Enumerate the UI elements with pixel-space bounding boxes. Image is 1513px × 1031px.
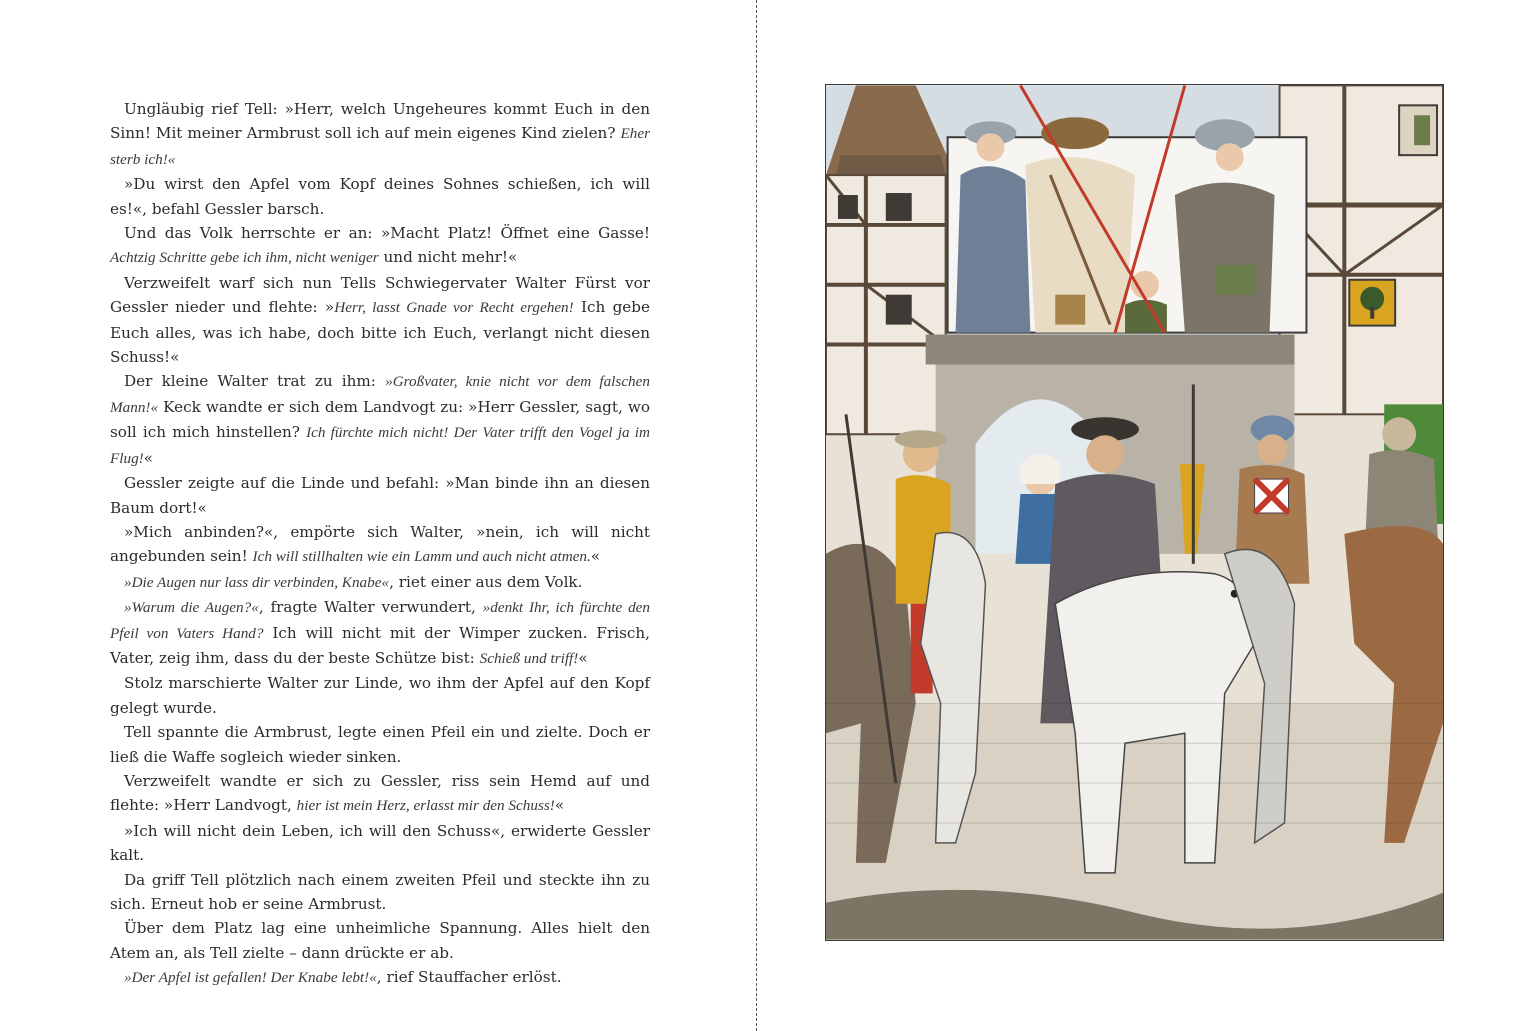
narration-text: , fragte Walter verwundert, [258, 598, 483, 617]
narration-text: « [578, 648, 588, 667]
italic-speech: »Warum die Augen?« [124, 599, 259, 617]
italic-speech: Herr, lasst Gnade vor Recht ergehen! [334, 299, 574, 317]
italic-speech: Ich will stillhalten wie ein Lamm und auch nicht atmen. [252, 548, 591, 566]
illustration-frame [825, 84, 1444, 941]
narration-text: , rief Stauffacher erlöst. [376, 968, 562, 987]
narration-text: Da griff Tell plötzlich nach einem zweiten Pfeil und steckte ihn zu sich. Erneut hob er seine Armbrust. [110, 870, 650, 913]
narration-text: »Ich will nicht dein Leben, ich will den Schuss«, erwiderte Gessler kalt. [110, 821, 650, 865]
story-paragraph [110, 720, 650, 769]
story-paragraph [110, 916, 650, 965]
story-paragraph [110, 570, 650, 595]
story-paragraph [110, 471, 650, 520]
story-paragraph [110, 595, 650, 671]
narration-text: « [554, 796, 565, 815]
story-paragraph [110, 671, 650, 720]
italic-speech: »Großvater, knie nicht vor dem falschen Mann!« [110, 373, 650, 416]
narration-text: « [143, 448, 154, 467]
story-paragraph [110, 769, 650, 819]
narration-text: « [590, 547, 601, 566]
story-paragraph [110, 271, 650, 370]
italic-speech: »denkt Ihr, ich fürchte den Pfeil von Vaters Hand? [110, 599, 650, 642]
narration-text: Keck wandte er sich dem Landvogt zu: »Herr Gessler, sagt, wo soll ich mich hinstellen? [110, 397, 650, 442]
narration-text: »Du wirst den Apfel vom Kopf deines Sohnes schießen, ich will es!«, befahl Gessler barsch. [110, 175, 650, 218]
italic-speech: »Der Apfel ist gefallen! Der Knabe lebt!« [124, 969, 377, 987]
narration-text: Ungläubig rief Tell: »Herr, welch Ungeheures kommt Euch in den Sinn! Mit meiner Armbrust soll ich auf mein eigenes Kind zielen? [110, 100, 650, 143]
narration-text: »Mich anbinden?«, empörte sich Walter, »nein, ich will nicht angebunden sein! [110, 522, 650, 566]
narration-text: , riet einer aus dem Volk. [389, 572, 583, 591]
narration-text: Über dem Platz lag eine unheimliche Spannung. Alles hielt den Atem an, als Tell zielte – dann drückte er ab. [110, 919, 650, 962]
story-text-column [110, 97, 650, 991]
narration-text: Der kleine Walter trat zu ihm: [124, 372, 386, 391]
narration-text: Stolz marschierte Walter zur Linde, wo ihm der Apfel auf den Kopf gelegt wurde. [110, 674, 650, 717]
story-paragraph [110, 221, 650, 271]
story-paragraph [110, 520, 650, 570]
narration-text: Tell spannte die Armbrust, legte einen Pfeil ein und zielte. Doch er ließ die Waffe sogleich wieder sinken. [110, 723, 650, 766]
narration-text: Gessler zeigte auf die Linde und befahl: »Man binde ihn an diesen Baum dort!« [110, 474, 650, 517]
story-paragraph [110, 868, 650, 917]
narration-text: und nicht mehr!« [378, 248, 518, 267]
illustration-tell-riders [825, 84, 1444, 941]
narration-text: Ich gebe Euch alles, was ich habe, doch bitte ich Euch, verlangt nicht diesen Schuss!« [110, 298, 650, 367]
narration-text: Und das Volk herrschte er an: »Macht Platz! Öffnet eine Gasse! [124, 224, 650, 243]
italic-speech: Achtzig Schritte gebe ich ihm, nicht weniger [110, 249, 379, 267]
story-paragraph [110, 97, 650, 172]
narration-text: Verzweifelt warf sich nun Tells Schwiegervater Walter Fürst vor Gessler nieder und flehte: » [110, 273, 650, 317]
story-paragraph [110, 369, 650, 471]
italic-speech: hier ist mein Herz, erlasst mir den Schuss! [296, 797, 555, 815]
story-paragraph [110, 819, 650, 868]
story-paragraph [110, 965, 650, 990]
italic-speech: Ich fürchte mich nicht! Der Vater trifft den Vogel ja im Flug! [110, 424, 650, 467]
page-fold-line [756, 0, 757, 1031]
italic-speech: »Die Augen nur lass dir verbinden, Knabe« [124, 573, 390, 591]
story-paragraph [110, 172, 650, 221]
italic-speech: Schieß und triff! [479, 649, 579, 667]
narration-text: Ich will nicht mit der Wimper zucken. Frisch, Vater, zeig ihm, dass du der beste Schütze bist: [110, 623, 650, 667]
italic-speech: Eher sterb ich!« [110, 125, 650, 168]
narration-text: Verzweifelt wandte er sich zu Gessler, riss sein Hemd auf und flehte: »Herr Landvogt, [110, 771, 650, 815]
